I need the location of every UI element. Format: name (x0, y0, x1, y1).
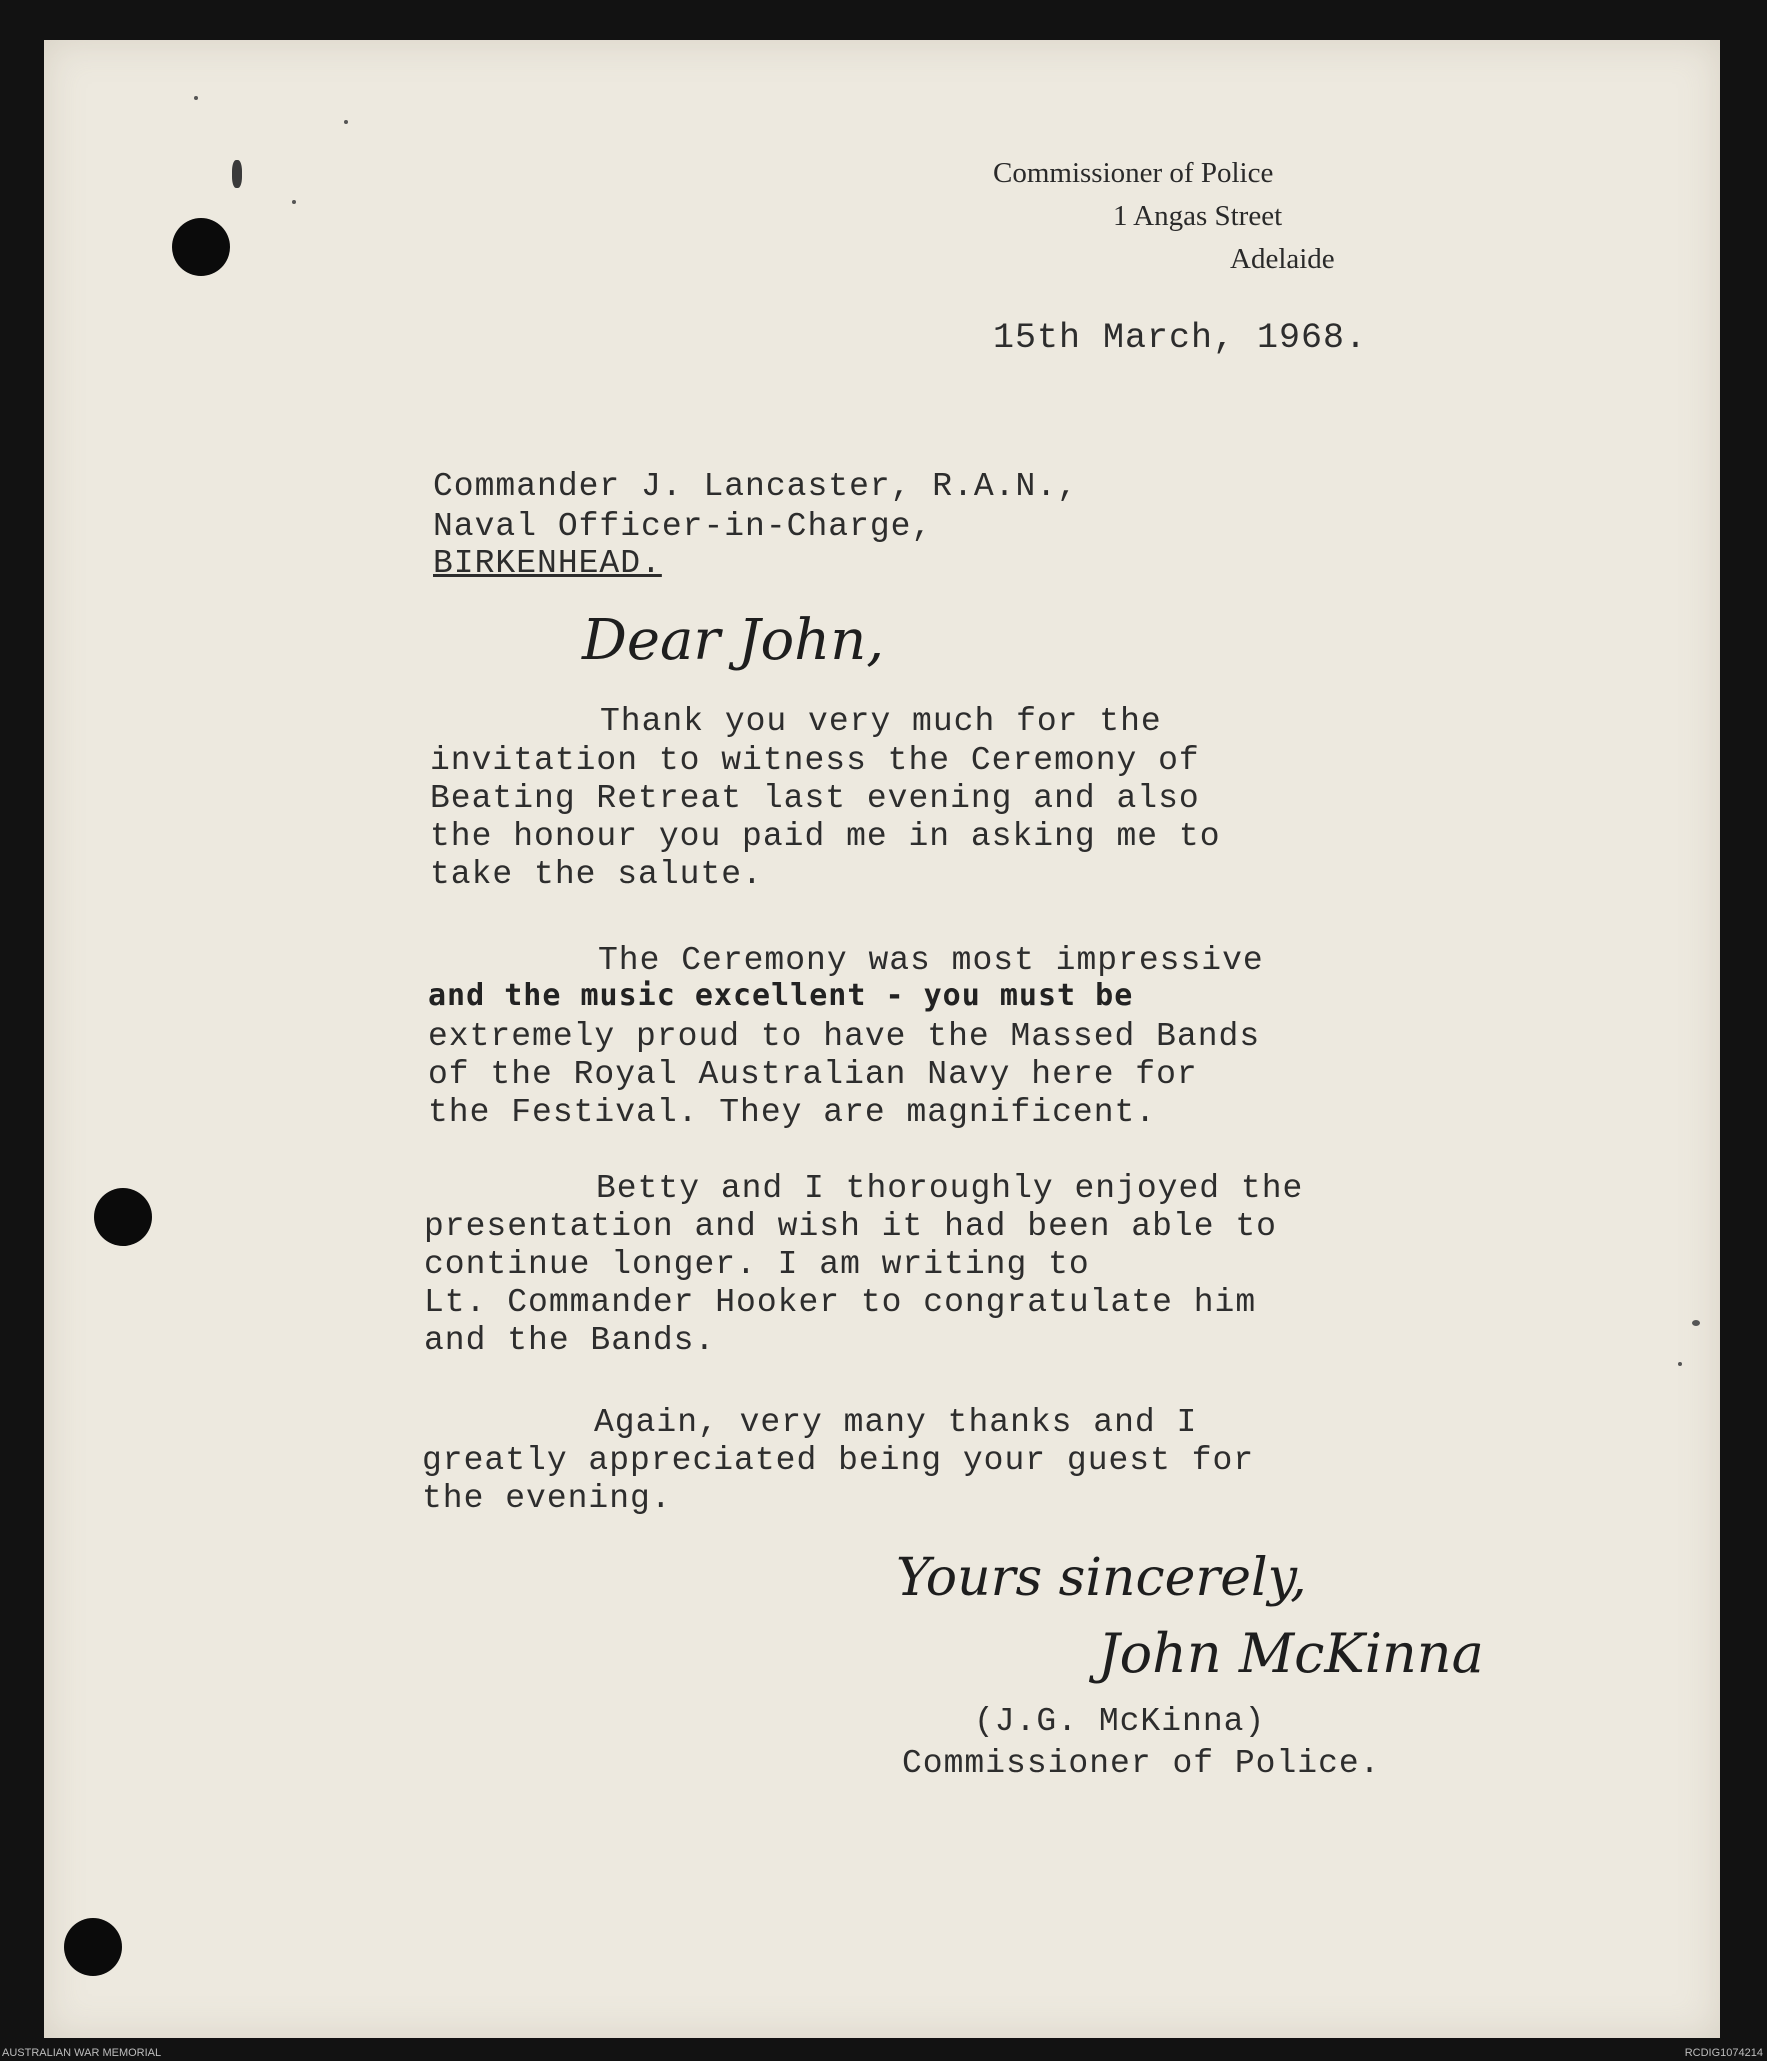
body-p2-line-1: The Ceremony was most impressive (598, 942, 1264, 979)
body-p4-line-3: the evening. (422, 1480, 672, 1517)
body-p1-line-1: Thank you very much for the (600, 703, 1162, 740)
signatory-name: (J.G. McKinna) (974, 1703, 1266, 1740)
body-p4-line-1: Again, very many thanks and I (594, 1404, 1198, 1441)
body-p1-line-3: Beating Retreat last evening and also (430, 780, 1200, 817)
letterhead-line-3: Adelaide (1230, 243, 1335, 275)
recipient-line-2: Naval Officer-in-Charge, (433, 508, 933, 545)
letter-date: 15th March, 1968. (993, 318, 1368, 358)
body-p3-line-3: continue longer. I am writing to (424, 1246, 1090, 1283)
signature: John McKinna (1098, 1622, 1484, 1685)
body-p2-line-2: and the music excellent - you must be (428, 978, 1134, 1013)
body-p2-line-5: the Festival. They are magnificent. (428, 1094, 1157, 1131)
body-p1-line-2: invitation to witness the Ceremony of (430, 742, 1200, 779)
punch-hole-bottom (64, 1918, 122, 1976)
body-p2-line-4: of the Royal Australian Navy here for (428, 1056, 1198, 1093)
body-p3-line-4: Lt. Commander Hooker to congratulate him (424, 1284, 1257, 1321)
paper-speck (344, 120, 348, 124)
letterhead-line-2: 1 Angas Street (1113, 200, 1283, 232)
footer-source: AUSTRALIAN WAR MEMORIAL (2, 2047, 162, 2059)
punch-hole-top (172, 218, 230, 276)
body-p3-line-5: and the Bands. (424, 1322, 716, 1359)
valediction-handwritten: Yours sincerely, (896, 1548, 1307, 1608)
body-p3-line-2: presentation and wish it had been able to (424, 1208, 1277, 1245)
recipient-line-1: Commander J. Lancaster, R.A.N., (433, 468, 1078, 505)
paper-speck (1678, 1362, 1682, 1366)
recipient-line-3: BIRKENHEAD. (433, 545, 662, 582)
body-p3-line-1: Betty and I thoroughly enjoyed the (596, 1170, 1304, 1207)
signatory-title: Commissioner of Police. (902, 1745, 1381, 1782)
salutation-handwritten: Dear John, (582, 608, 885, 673)
letterhead-line-1: Commissioner of Police (993, 157, 1274, 189)
punch-hole-middle (94, 1188, 152, 1246)
body-p1-line-5: take the salute. (430, 856, 763, 893)
paper-speck (194, 96, 198, 100)
paper-speck (1692, 1320, 1700, 1326)
body-p4-line-2: greatly appreciated being your guest for (422, 1442, 1255, 1479)
body-p1-line-4: the honour you paid me in asking me to (430, 818, 1221, 855)
paper-speck (232, 160, 242, 188)
paper-speck (292, 200, 296, 204)
body-p2-line-3: extremely proud to have the Massed Bands (428, 1018, 1261, 1055)
footer-id: RCDIG1074214 (1684, 2047, 1763, 2059)
